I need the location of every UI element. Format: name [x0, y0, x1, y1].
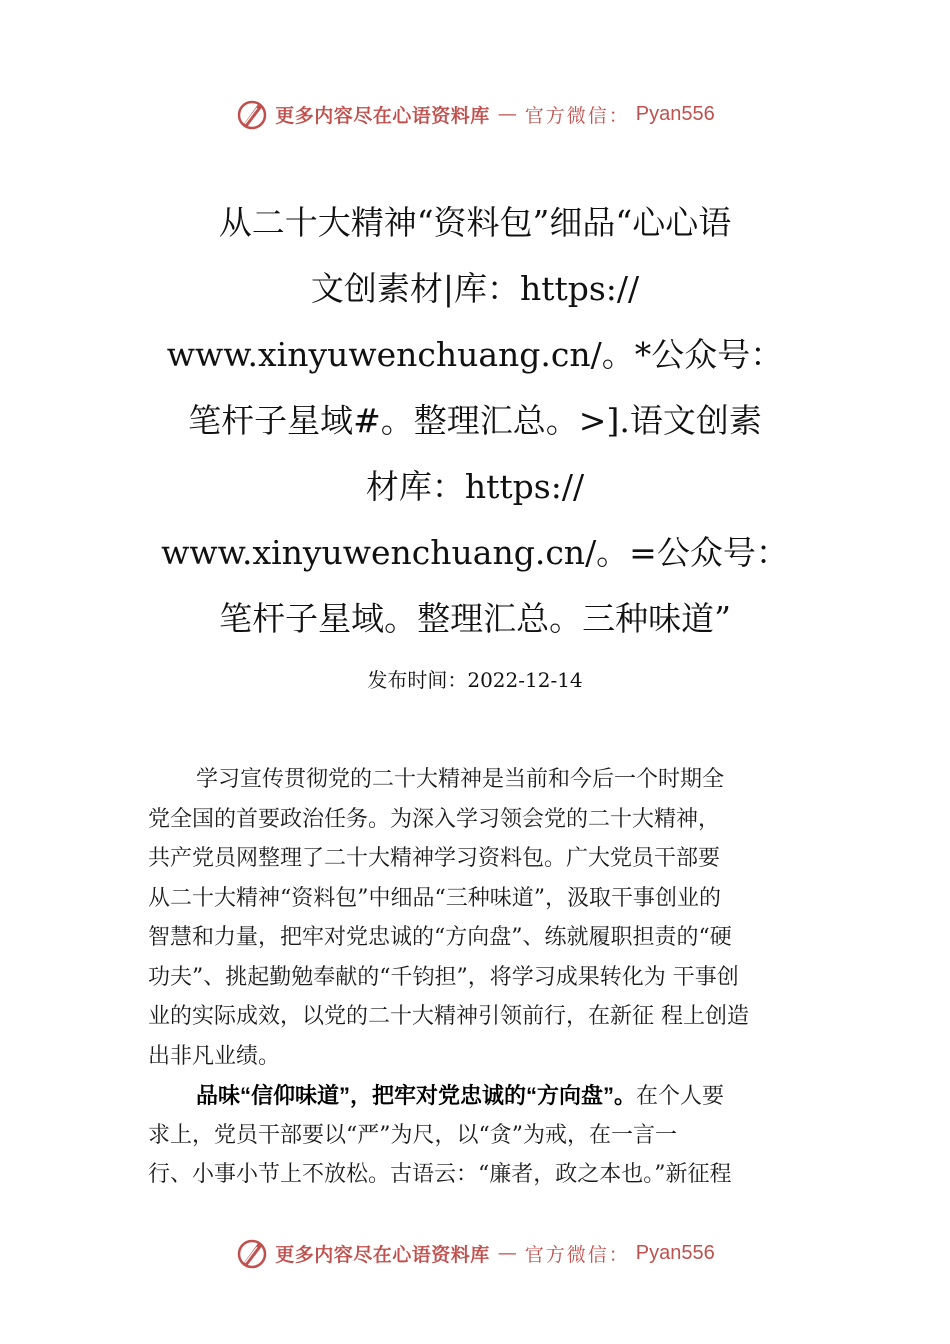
banner-dash: — — [497, 1242, 517, 1264]
banner-wechat-label: 官方微信： — [524, 104, 630, 127]
paragraph-line: 学习宣传贯彻党的二十大精神是当前和今后一个时期全 — [196, 767, 725, 792]
banner-main-text: 更多内容尽在心语资料库 — [275, 1243, 490, 1266]
paragraph-line: 行、小事小节上不放松。古语云：“廉者，政之本也。”新征程 — [148, 1162, 732, 1187]
banner-wechat-label: 官方微信： — [524, 1243, 630, 1266]
paragraph-line: 功夫”、挑起勤勉奉献的“千钧担”，将学习成果转化为 干事创 — [148, 964, 739, 990]
paragraph-line: 求上，党员干部要以“严”为尺，以“贪”为戒，在一言一 — [148, 1122, 677, 1148]
document-title — [120, 190, 830, 652]
paragraph-text: 在个人要 — [636, 1084, 725, 1109]
banner-dash: — — [497, 103, 517, 125]
quill-pen-circle-icon — [235, 1236, 269, 1270]
title-line: www.xinyuwenchuang.cn/。*公众号： — [166, 335, 784, 374]
bold-lead-heading: 品味“信仰味道”，把牢对党忠诚的“方向盘”。 — [196, 1083, 637, 1108]
banner-main-text: 更多内容尽在心语资料库 — [275, 104, 490, 127]
quill-pen-circle-icon — [235, 97, 269, 131]
footer-banner — [0, 1233, 950, 1273]
title-line: www.xinyuwenchuang.cn/。=公众号： — [161, 533, 789, 572]
header-banner — [0, 94, 950, 134]
paragraph-line: 从二十大精神“资料包”中细品“三种味道”，汲取干事创业的 — [148, 885, 721, 911]
paragraph-line: 出非凡业绩。 — [148, 1043, 281, 1069]
paragraph-line: 智慧和力量，把牢对党忠诚的“方向盘”、练就履职担责的“硬 — [148, 925, 732, 950]
title-line: 文创素材|库：https:// — [310, 269, 640, 308]
banner-wechat-id: Pyan556 — [635, 102, 715, 125]
paragraph-line: 业的实际成效，以党的二十大精神引领前行，在新征 程上创造 — [148, 1004, 749, 1029]
publish-date: 发布时间：2022-12-14 — [367, 668, 583, 692]
banner-wechat-id: Pyan556 — [635, 1241, 715, 1264]
article-body — [148, 760, 832, 1195]
title-line: 笔杆子星域#。整理汇总。>].语文创素 — [188, 401, 762, 440]
title-line: 从二十大精神“资料包”细品“心心语 — [218, 203, 732, 242]
paragraph-line: 共产党员网整理了二十大精神学习资料包。广大党员干部要 — [148, 846, 721, 871]
paragraph-line — [148, 1076, 832, 1116]
paragraph-line: 党全国的首要政治任务。为深入学习领会党的二十大精神， — [148, 806, 721, 832]
title-line: 笔杆子星域。整理汇总。三种味道” — [219, 599, 731, 638]
title-line: 材库：https:// — [365, 467, 585, 506]
